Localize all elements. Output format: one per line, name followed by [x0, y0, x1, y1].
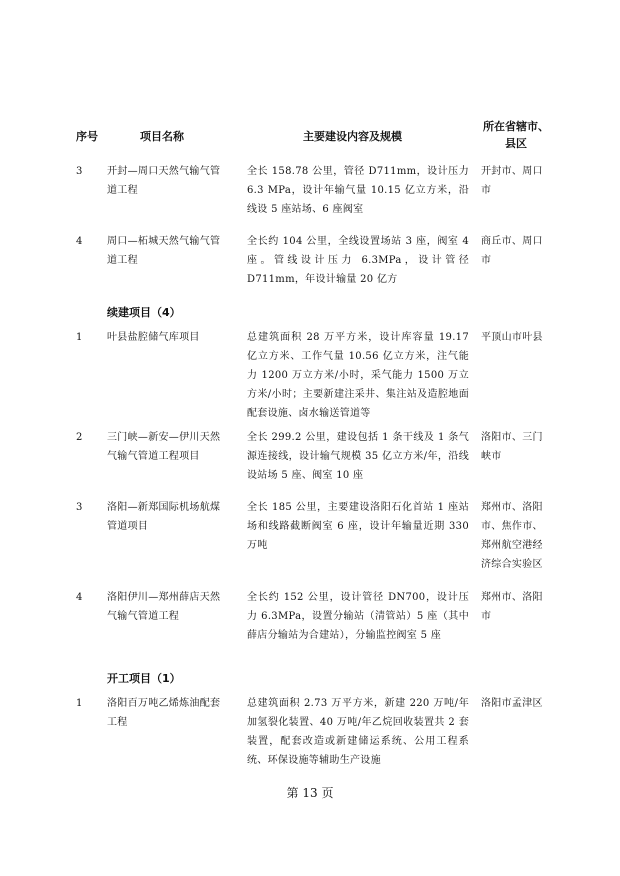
row-number: 4 — [76, 236, 83, 247]
row-project-name: 洛阳—新郑国际机场航煤管道项目 — [107, 502, 221, 532]
row-location: 洛阳市孟津区 — [481, 698, 543, 709]
header-number: 序号 — [76, 130, 98, 143]
row-content: 全长 299.2 公里，建设包括 1 条干线及 1 条气源连接线，设计输气规模 35 亿立方米/年，沿线设站场 5 座、阀室 10 座 — [247, 432, 469, 481]
row-project-name: 开封—周口天然气输气管道工程 — [107, 166, 221, 196]
row-number: 1 — [76, 332, 83, 343]
row-project-name: 三门峡—新安—伊川天然气输气管道工程项目 — [107, 432, 221, 462]
row-project-name: 周口—柘城天然气输气管道工程 — [107, 236, 221, 266]
row-content: 全长约 104 公里，全线设置场站 3 座，阀室 4 座。管线设计压力 6.3MPa，设计管径 D711mm，年设计输量 20 亿方 — [247, 236, 469, 285]
row-location: 郑州市、洛阳市、焦作市、郑州航空港经济综合实验区 — [481, 502, 543, 570]
row-number: 3 — [76, 502, 83, 513]
header-location-line2: 县区 — [505, 137, 527, 150]
row-content: 全长 185 公里，主要建设洛阳石化首站 1 座站场和线路截断阀室 6 座，设计年输量近期 330 万吨 — [247, 502, 469, 551]
row-number: 1 — [76, 698, 83, 709]
row-location: 开封市、周口市 — [481, 166, 543, 196]
row-content: 总建筑面积 2.73 万平方米，新建 220 万吨/年加氢裂化装置、40 万吨/年乙烷回收装置共 2 套装置，配套改造或新建储运系统、公用工程系统、环保设施等辅助生产设施 — [247, 698, 469, 766]
page-number: 第 13 页 — [286, 786, 334, 800]
row-number: 3 — [76, 166, 83, 177]
section-heading-continued: 续建项目（4） — [107, 306, 181, 319]
header-location — [480, 118, 552, 152]
row-location: 商丘市、周口市 — [481, 236, 543, 266]
header-content: 主要建设内容及规模 — [303, 130, 402, 143]
row-content: 全长约 152 公里，设计管径 DN700，设计压力 6.3MPa，设置分输站（清管站）5 座（其中薛店分输站为合建站），分输监控阀室 5 座 — [247, 592, 469, 641]
row-content: 总建筑面积 28 万平方米，设计库容量 19.17 亿立方米、工作气量 10.56 亿立方米，注气能力 1200 万立方米/小时，采气能力 1500 万立方米/小时；主要新建注采井、集注站及造腔地面配套设施、卤水输送管道等 — [247, 332, 469, 419]
row-project-name: 洛阳伊川—郑州薛店天然气输气管道工程 — [107, 592, 221, 622]
row-project-name: 叶县盐腔储气库项目 — [107, 332, 200, 343]
row-number: 2 — [76, 432, 83, 443]
header-project-name: 项目名称 — [140, 130, 184, 143]
row-location: 洛阳市、三门峡市 — [481, 432, 543, 462]
header-location-line1: 所在省辖市、 — [483, 120, 549, 133]
row-location: 平顶山市叶县 — [481, 332, 543, 343]
section-heading-started: 开工项目（1） — [107, 672, 181, 685]
row-location: 郑州市、洛阳市 — [481, 592, 543, 622]
row-content: 全长 158.78 公里，管径 D711mm，设计压力 6.3 MPa，设计年输气量 10.15 亿立方米，沿线设 5 座站场、6 座阀室 — [247, 166, 469, 215]
row-project-name: 洛阳百万吨乙烯炼油配套工程 — [107, 698, 221, 728]
row-number: 4 — [76, 592, 83, 603]
